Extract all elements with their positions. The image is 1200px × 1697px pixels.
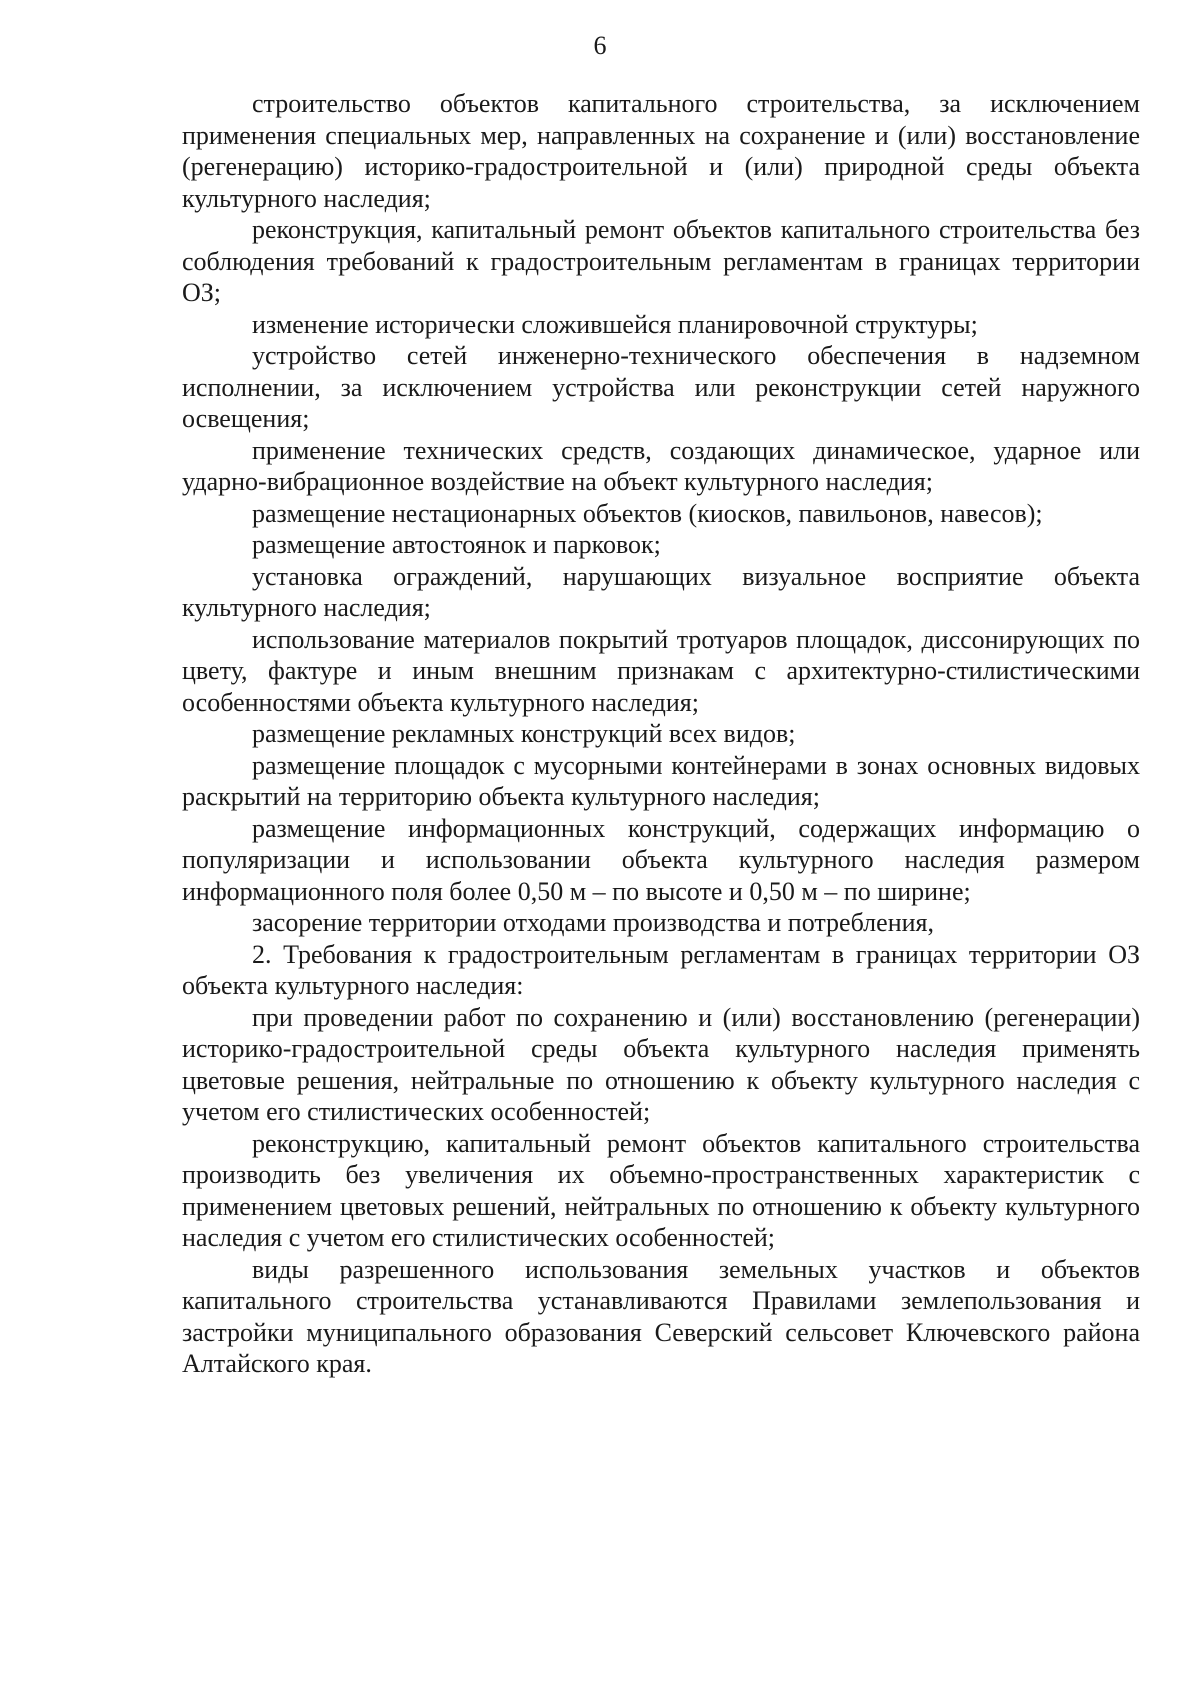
paragraph-11: размещение площадок с мусорными контейнерами в зонах основных видовых раскрытий на территорию объекта культурного наследия; xyxy=(182,750,1140,811)
paragraph-12: размещение информационных конструкций, содержащих информацию о популяризации и использовании объекта культурного наследия размером информационного поля более 0,50 м – по высоте и 0,50 м – по ширине; xyxy=(182,813,1140,906)
paragraph-5: применение технических средств, создающих динамическое, ударное или ударно-вибрационное воздействие на объект культурного наследия; xyxy=(182,435,1140,496)
paragraph-7: размещение автостоянок и парковок; xyxy=(252,530,661,559)
document-body xyxy=(182,88,1140,1380)
paragraph-10: размещение рекламных конструкций всех видов; xyxy=(252,719,796,748)
paragraph-2: реконструкция, капитальный ремонт объектов капитального строительства без соблюдения требований к градостроительным регламентам в границах территории ОЗ; xyxy=(182,215,1140,307)
section-heading-2: 2. Требования к градостроительным регламентам в границах территории ОЗ объекта культурного наследия: xyxy=(182,939,1140,1000)
paragraph-9: использование материалов покрытий тротуаров площадок, диссонирующих по цвету, фактуре и иным внешним признакам с архитектурно-стилистическими особенностями объекта культурного наследия; xyxy=(182,624,1140,717)
paragraph-3: изменение исторически сложившейся планировочной структуры; xyxy=(252,309,978,339)
paragraph-4: устройство сетей инженерно-технического обеспечения в надземном исполнении, за исключением устройства или реконструкции сетей наружного освещения; xyxy=(182,341,1140,433)
paragraph-16: реконструкцию, капитальный ремонт объектов капитального строительства производить без увеличения их объемно-пространственных характеристик с применением цветовых решений, нейтральных по отношению к объекту культурного наследия с учетом его стилистических особенностей; xyxy=(182,1128,1140,1252)
paragraph-15: при проведении работ по сохранению и (или) восстановлению (регенерации) историко-градостроительной среды объекта культурного наследия применять цветовые решения, нейтральные по отношению к объекту культурного наследия с учетом его стилистических особенностей; xyxy=(182,1002,1140,1126)
paragraph-6: размещение нестационарных объектов (киосков, павильонов, навесов); xyxy=(252,498,1043,528)
paragraph-1: строительство объектов капитального строительства, за исключением применения специальных мер, направленных на сохранение и (или) восстановление (регенерацию) историко-градостроительной и (или) природной среды объекта культурного наследия; xyxy=(182,89,1140,213)
paragraph-8: установка ограждений, нарушающих визуальное восприятие объекта культурного наследия; xyxy=(182,561,1140,622)
paragraph-17: виды разрешенного использования земельных участков и объектов капитального строительства устанавливаются Правилами землепользования и застройки муниципального образования Северский сельсовет Ключевского района Алтайского края. xyxy=(182,1254,1140,1378)
paragraph-13: засорение территории отходами производства и потребления, xyxy=(252,908,934,937)
page-number: 6 xyxy=(593,31,607,60)
